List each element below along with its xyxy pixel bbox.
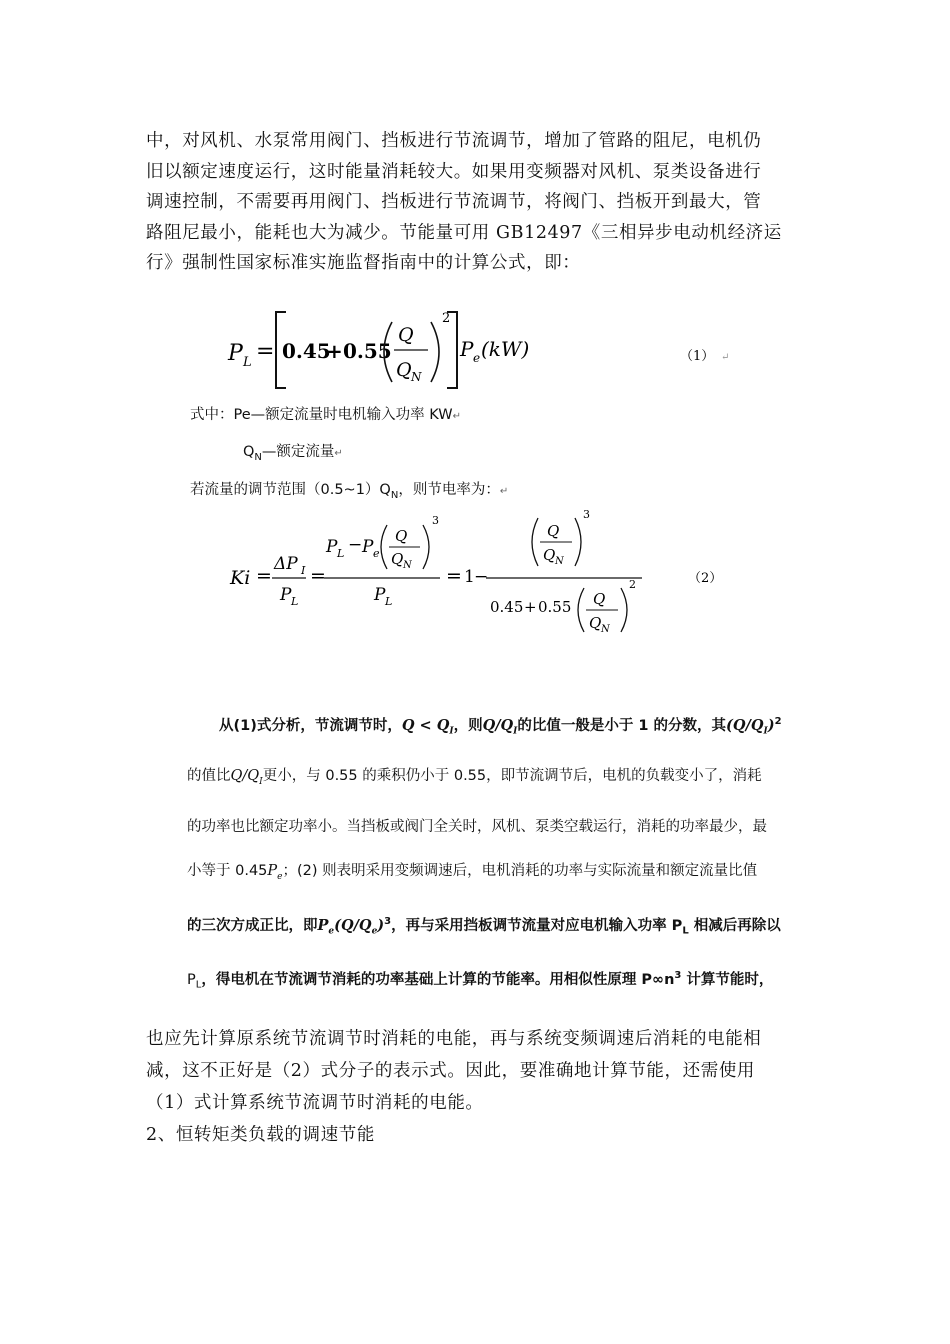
eq2-paren-r3 xyxy=(621,588,627,632)
eq2-minus-1: − xyxy=(348,535,363,555)
equation-1 xyxy=(0,0,950,400)
eq2-qn3-sub: N xyxy=(601,624,610,635)
eq2-q1: Q xyxy=(395,527,408,545)
eq2-paren-l3 xyxy=(578,588,584,632)
definition-qn xyxy=(243,440,343,463)
eq2-equals-2: = xyxy=(310,565,326,587)
eq2-qn3: Q xyxy=(589,614,602,632)
eq2-pl-3: P xyxy=(374,585,386,605)
eq1-plus: + xyxy=(326,339,343,363)
equation-2 xyxy=(0,500,950,650)
eq2-qn2-sub: N xyxy=(555,556,564,567)
eq2-delta-sub: I xyxy=(301,564,306,577)
eq2-q2: Q xyxy=(547,522,560,540)
analysis-line-1: 从(1)式分析，节流调节时，$Q < Q_I$，则$Q/Q_I$的比值一般是小于 1 的分数，其$(Q/Q_I)^2$ xyxy=(219,716,782,737)
paragraph-mark-icon: ↵ xyxy=(721,352,730,363)
eq2-exp3-1: 3 xyxy=(432,514,439,527)
eq2-pl-2-sub: L xyxy=(337,547,345,560)
eq2-pl-2: P xyxy=(326,537,338,557)
eq2-delta: ΔP xyxy=(274,554,298,574)
eq1-lhs: P xyxy=(228,341,243,366)
section-heading: 2、恒转矩类负载的调速节能 xyxy=(146,1125,375,1145)
paragraph-conclusion xyxy=(146,1023,761,1151)
range-line xyxy=(190,478,508,501)
text-line: 减，这不正好是（2）式分子的表示式。因此，要准确地计算节能，还需使用 xyxy=(146,1061,756,1081)
definition-qn-sub: N xyxy=(254,451,262,463)
text-line: （1）式计算系统节流调节时消耗的电能。 xyxy=(146,1093,484,1113)
paragraph-mark-icon: ↵ xyxy=(499,486,509,497)
eq2-one: 1 xyxy=(464,567,475,587)
eq2-lhs: Ki xyxy=(230,567,251,589)
eq2-pe-sub: e xyxy=(373,547,380,560)
eq2-minus-2: − xyxy=(474,567,489,587)
analysis-line-3: 的功率也比额定功率小。当挡板或阀门全关时，风机、泵类空载运行，消耗的功率最少，最 xyxy=(187,818,767,835)
eq2-pl-3-sub: L xyxy=(385,595,393,608)
eq2-paren-r2 xyxy=(575,518,581,566)
text-line: 调速控制，不需要再用阀门、挡板进行节流调节，将阀门、挡板开到最大，管 xyxy=(146,192,762,212)
text-line: 行》强制性国家标准实施监督指南中的计算公式，即： xyxy=(146,253,581,273)
range-sub: N xyxy=(390,489,399,501)
paragraph-analysis xyxy=(187,700,782,1008)
eq2-paren-l1 xyxy=(381,525,387,569)
eq2-c1: 0.45 xyxy=(490,598,524,616)
eq1-tail: P xyxy=(460,337,474,361)
eq1-lhs-sub: L xyxy=(243,355,252,370)
eq2-exp2: 2 xyxy=(629,578,636,591)
eq2-qn1: Q xyxy=(391,550,404,568)
analysis-line-4: 小等于 $0.45P_e$；(2) 则表明采用变频调速后，电机消耗的功率与实际流量和额定流量比值 xyxy=(187,863,758,882)
eq1-equals: = xyxy=(256,339,275,364)
eq2-number: （2） xyxy=(688,571,723,586)
eq2-exp3-2: 3 xyxy=(583,508,590,521)
eq2-pe: P xyxy=(362,537,374,557)
definition-qn-text: —额定流量 xyxy=(261,444,335,460)
eq1-tail-sub: e xyxy=(473,351,481,365)
eq2-equals-3: = xyxy=(446,565,462,587)
eq1-unit: (kW) xyxy=(481,337,530,361)
eq1-den-sub: N xyxy=(411,370,422,384)
range-text-b: ，则节电率为： xyxy=(398,482,500,498)
eq1-number: （1） xyxy=(680,349,715,364)
eq2-c2: 0.55 xyxy=(538,598,572,616)
analysis-line-6: $P_L$，得电机在节流调节消耗的功率基础上计算的节能率。用相似性原理 $P\infty n^3$ 计算节能时， xyxy=(187,969,774,991)
eq1-c1: 0.45 xyxy=(282,339,331,363)
eq2-paren-r1 xyxy=(423,525,429,569)
paragraph-mark-icon: ↵ xyxy=(334,448,343,459)
eq2-q3: Q xyxy=(593,590,606,608)
eq2-equals-1: = xyxy=(256,565,272,587)
eq1-exp: 2 xyxy=(442,311,451,326)
text-line: 中，对风机、水泵常用阀门、挡板进行节流调节，增加了管路的阻尼，电机仍 xyxy=(146,131,762,151)
eq2-plus: + xyxy=(524,598,537,616)
eq1-paren-right xyxy=(431,322,439,382)
eq1-num: Q xyxy=(398,324,414,346)
analysis-line-5: 的三次方成正比，即$P_e(Q/Q_e)^3$，再与采用挡板调节流量对应电机输入功率 $P_L$ 相减后再除以 xyxy=(187,915,781,937)
eq1-den: Q xyxy=(396,359,412,381)
text-line: 路阻尼最小，能耗也大为减少。节能量可用 GB12497《三相异步电动机经济运 xyxy=(146,222,782,243)
text-line: 也应先计算原系统节流调节时消耗的电能，再与系统变频调速后消耗的电能相 xyxy=(146,1029,762,1049)
paragraph-mark-icon: ↵ xyxy=(452,411,461,422)
text-line: 旧以额定速度运行，这时能量消耗较大。如果用变频器对风机、泵类设备进行 xyxy=(146,161,762,182)
eq1-c2: 0.55 xyxy=(343,339,392,363)
eq2-qn2: Q xyxy=(543,546,556,564)
definition-pe-text: 式中：Pe—额定流量时电机输入功率 KW xyxy=(190,407,453,423)
definition-qn-symbol: Q xyxy=(243,444,255,460)
eq2-paren-l2 xyxy=(532,518,538,566)
definition-pe xyxy=(190,403,461,424)
eq2-pl-1-sub: L xyxy=(291,595,299,608)
eq2-pl-1: P xyxy=(280,585,292,605)
eq2-qn1-sub: N xyxy=(403,560,412,571)
analysis-line-2: 的值比$Q/Q_I$更小，与 0.55 的乘积仍小于 0.55，即节流调节后，电机的负载变小了，消耗 xyxy=(187,768,762,788)
range-text-a: 若流量的调节范围（0.5~1）Q xyxy=(190,482,391,498)
